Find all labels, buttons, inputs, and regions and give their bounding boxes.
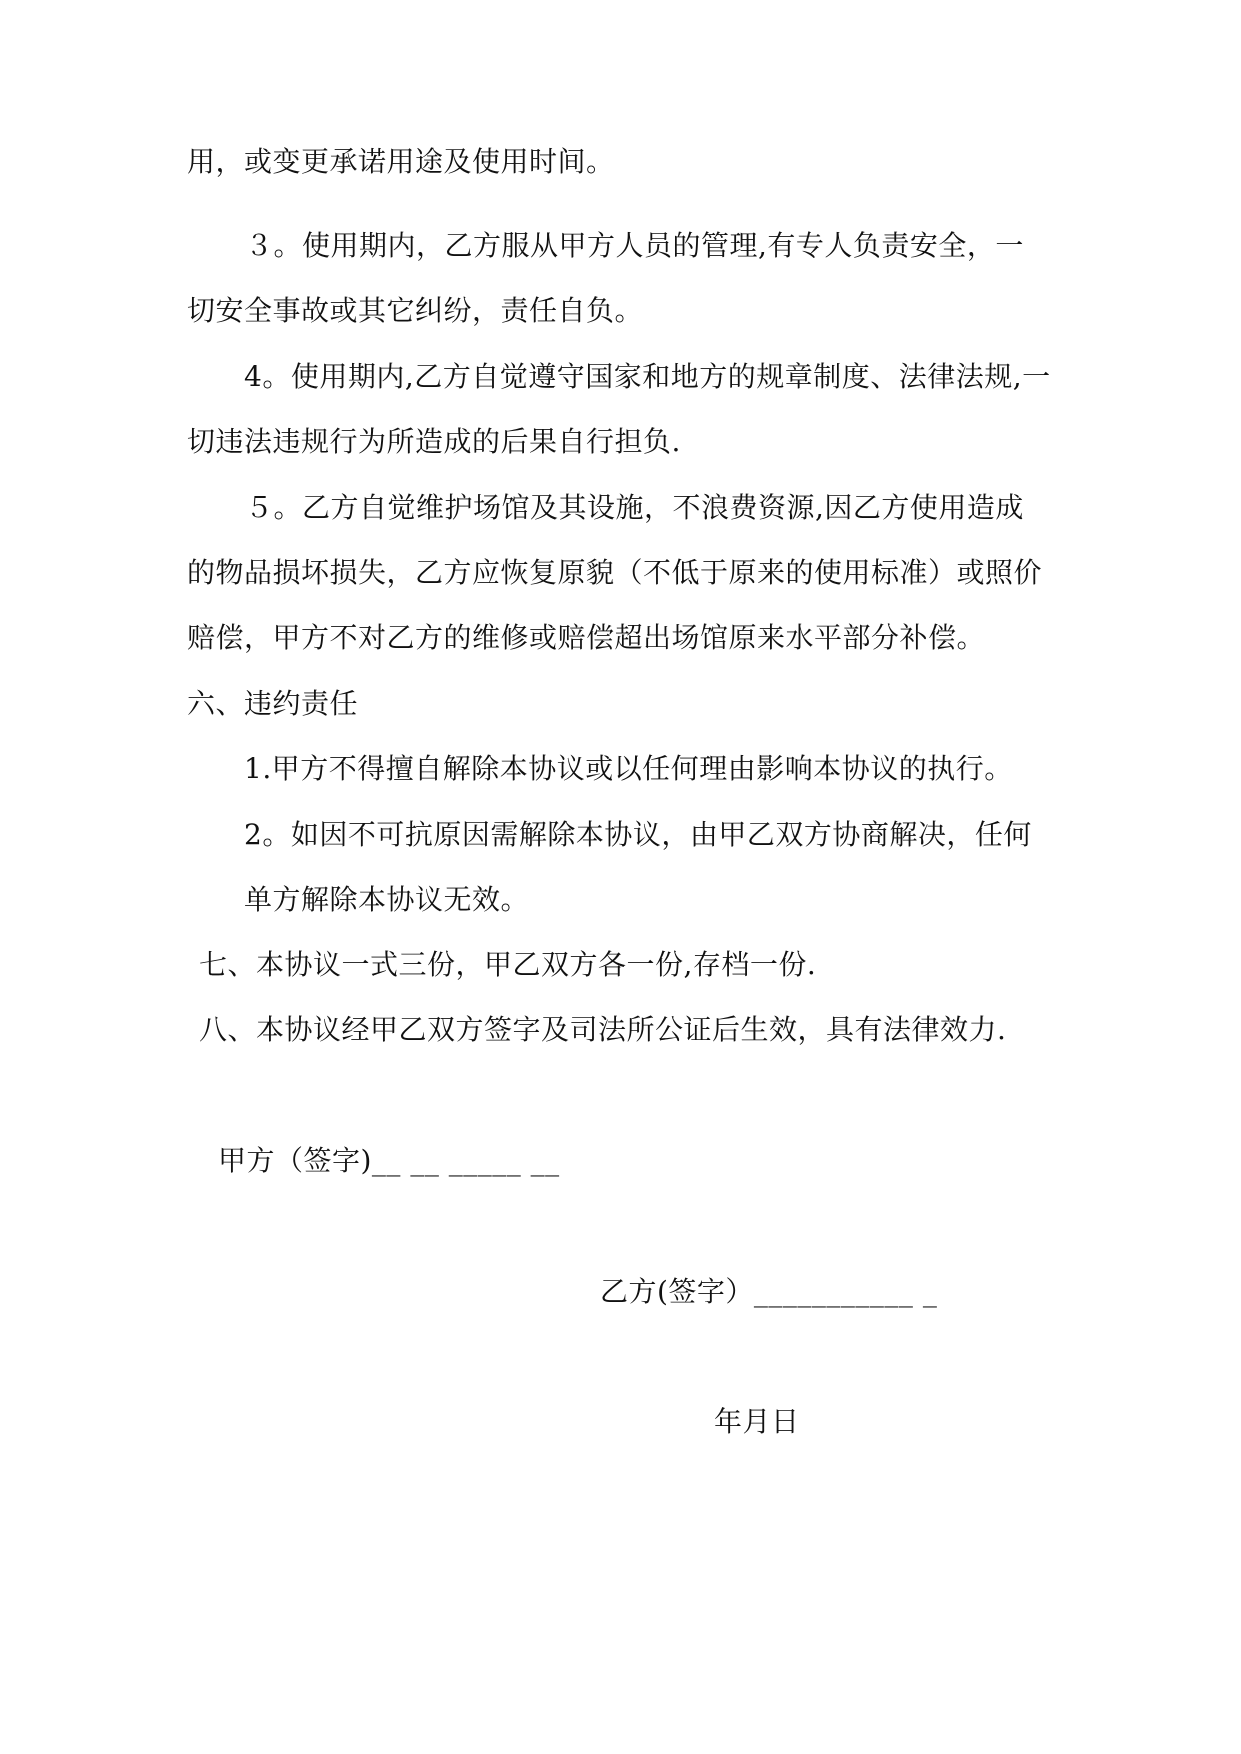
section-eight: 八、本协议经甲乙双方签字及司法所公证后生效，具有法律效力. xyxy=(199,1013,1007,1046)
section-seven: 七、本协议一式三份，甲乙双方各一份,存档一份. xyxy=(199,948,817,981)
clause-4-line-2: 切违法违规行为所造成的后果自行担负. xyxy=(187,425,681,458)
signing-date: 年月日 xyxy=(714,1405,800,1438)
paragraph-line: 用，或变更承诺用途及使用时间。 xyxy=(187,145,615,178)
breach-clause-2-line-1: 2。如因不可抗原因需解除本协议，由甲乙双方协商解决，任何 xyxy=(244,818,1032,851)
party-b-signature: 乙方(签字）___________ _ xyxy=(600,1275,938,1308)
clause-5-line-2: 的物品损坏损失，乙方应恢复原貌（不低于原来的使用标准）或照价 xyxy=(187,556,1043,589)
clause-5-line-1: ５。乙方自觉维护场馆及其设施，不浪费资源,因乙方使用造成 xyxy=(245,491,1024,524)
breach-clause-1: 1.甲方不得擅自解除本协议或以任何理由影响本协议的执行。 xyxy=(244,752,1013,785)
breach-clause-2-line-2: 单方解除本协议无效。 xyxy=(244,883,530,916)
clause-5-line-3: 赔偿，甲方不对乙方的维修或赔偿超出场馆原来水平部分补偿。 xyxy=(187,621,986,654)
party-a-signature: 甲方（签字)__ __ _____ __ xyxy=(218,1144,560,1177)
clause-3-line-1: ３。使用期内，乙方服从甲方人员的管理,有专人负责安全，一 xyxy=(245,229,1024,262)
clause-3-line-2: 切安全事故或其它纠纷，责任自负。 xyxy=(187,294,644,327)
section-heading-breach: 六、违约责任 xyxy=(187,687,359,720)
clause-4-line-1: 4。使用期内,乙方自觉遵守国家和地方的规章制度、法律法规,一 xyxy=(244,360,1051,393)
